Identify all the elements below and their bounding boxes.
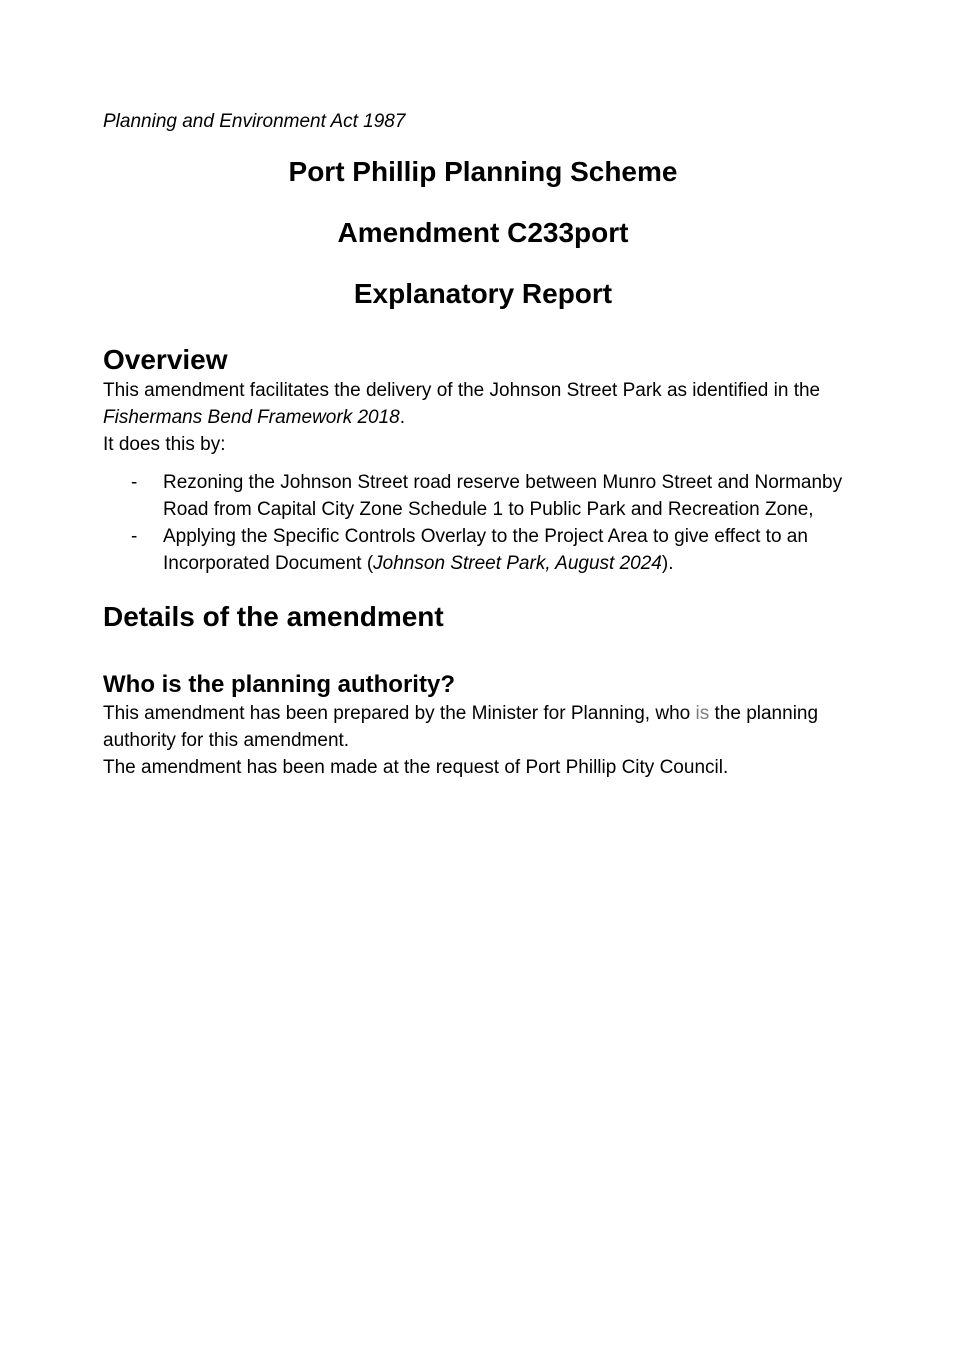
- overview-paragraph-1-run-3: .: [399, 407, 406, 428]
- overview-paragraph-1: [103, 377, 863, 431]
- details-paragraph-1-run-3: the planning authority for this amendment.: [103, 703, 819, 751]
- details-paragraph-1-gray-word: is: [695, 703, 710, 724]
- bullet-item-overlay: [131, 523, 863, 577]
- details-paragraph-2: The amendment has been made at the request of Port Phillip City Council.: [103, 757, 729, 778]
- section-heading-overview: Overview: [103, 344, 228, 375]
- bullet-marker: -: [131, 472, 138, 493]
- overview-paragraph-1-italic-framework: Fishermans Bend Framework 2018: [103, 407, 400, 428]
- document-title-amendment: Amendment C233port: [337, 217, 629, 248]
- document-title-report-type: Explanatory Report: [353, 278, 613, 309]
- bullet-item-rezoning: [131, 469, 863, 523]
- subsection-heading-planning-authority: Who is the planning authority?: [103, 671, 455, 698]
- overview-paragraph-1-run-1: This amendment facilitates the delivery of the Johnson Street Park as identified in the: [103, 380, 821, 401]
- bullet-item-overlay-italic-document: Johnson Street Park, August 2024: [373, 553, 662, 574]
- overview-paragraph-2: It does this by:: [103, 434, 226, 455]
- details-paragraph-1-run-1: This amendment has been prepared by the Minister for Planning, who: [103, 703, 696, 724]
- details-paragraph-1: [103, 700, 863, 754]
- bullet-item-rezoning-text: Rezoning the Johnson Street road reserve between Munro Street and Normanby Road from Capital City Zone Schedule 1 to Public Park and Recreation Zone,: [163, 472, 843, 520]
- bullet-marker: -: [131, 526, 138, 547]
- bullet-item-overlay-text: [163, 523, 863, 577]
- bullet-list: [103, 469, 863, 577]
- act-reference-line: Planning and Environment Act 1987: [103, 111, 406, 132]
- document-title-scheme: Port Phillip Planning Scheme: [288, 156, 678, 187]
- section-heading-details: Details of the amendment: [103, 601, 444, 632]
- bullet-item-overlay-run-3: ).: [661, 553, 674, 574]
- bullet-item-overlay-run-1: Applying the Specific Controls Overlay to the Project Area to give effect to an Incorporated Document (: [163, 526, 808, 574]
